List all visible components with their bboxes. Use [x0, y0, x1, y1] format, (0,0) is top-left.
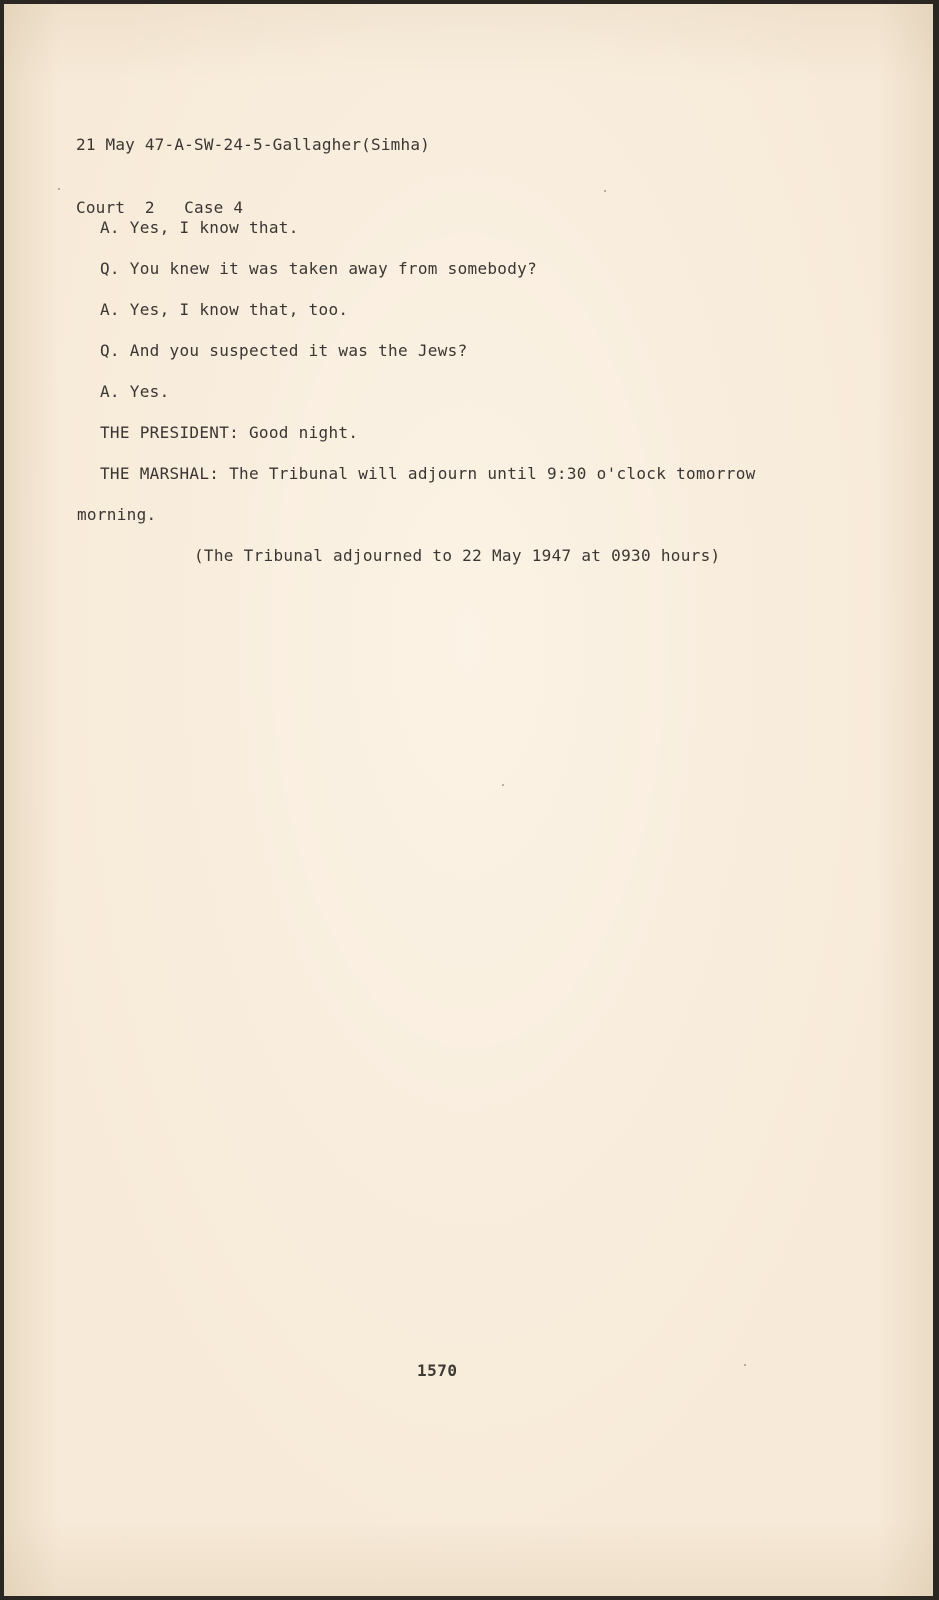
- paper-speck: [604, 190, 606, 192]
- paper-speck: [744, 1364, 746, 1366]
- transcript-answer: A. Yes, I know that, too.: [100, 300, 349, 319]
- transcript-president-statement: THE PRESIDENT: Good night.: [100, 423, 359, 442]
- transcript-question: Q. And you suspected it was the Jews?: [100, 341, 468, 360]
- adjournment-note: (The Tribunal adjourned to 22 May 1947 at 0930 hours): [194, 546, 721, 565]
- paper-speck: [502, 784, 504, 786]
- paper-speck: [58, 188, 60, 190]
- transcript-marshal-statement: THE MARSHAL: The Tribunal will adjourn until 9:30 o'clock tomorrow: [100, 464, 756, 483]
- transcript-question: Q. You knew it was taken away from somebody?: [100, 259, 538, 278]
- transcript-answer: A. Yes.: [100, 382, 170, 401]
- transcript-marshal-continuation: morning.: [77, 505, 157, 524]
- document-page: [4, 4, 933, 1596]
- transcript-answer: A. Yes, I know that.: [100, 218, 299, 237]
- header-line-session: 21 May 47-A-SW-24-5-Gallagher(Simha): [76, 135, 430, 154]
- page-number: 1570: [417, 1361, 458, 1380]
- header-line-court-case: Court 2 Case 4: [76, 198, 244, 217]
